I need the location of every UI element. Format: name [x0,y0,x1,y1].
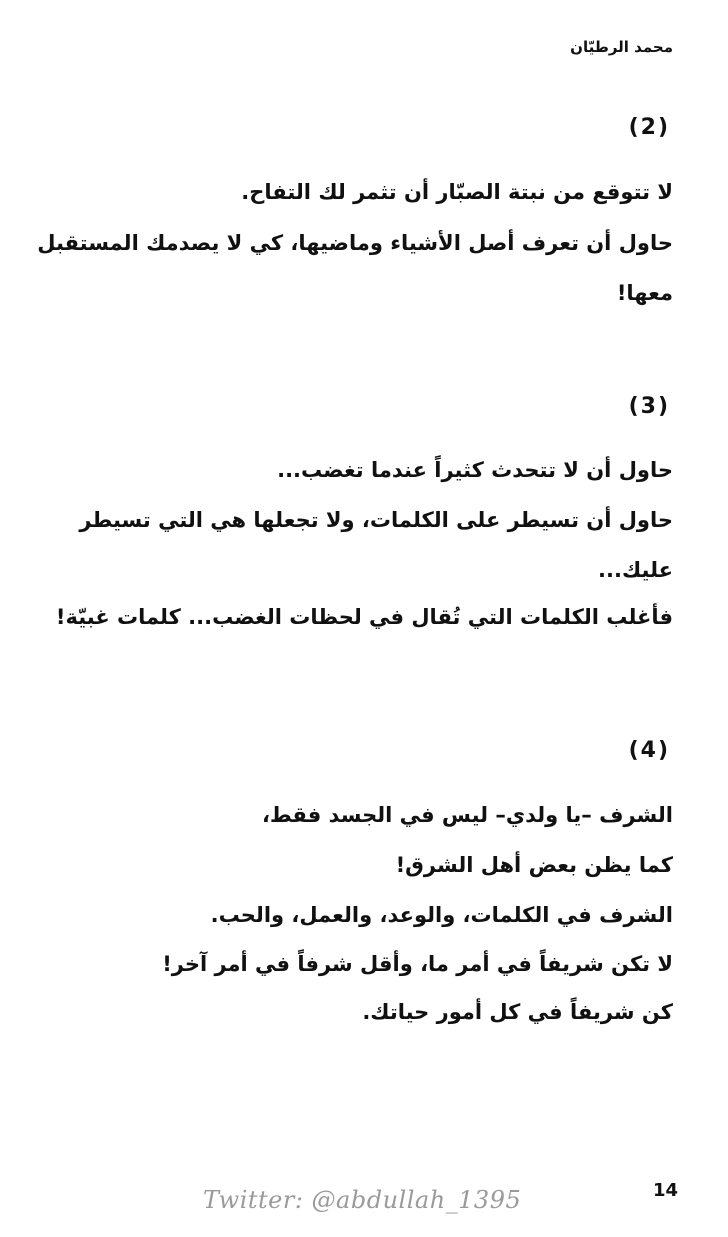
text-line: الشرف –يا ولدي– ليس في الجسد فقط، [261,803,673,827]
section-number: (3) [628,394,670,419]
text-line: معها! [616,281,673,305]
text-line: حاول أن لا تتحدث كثيراً عندما تغضب... [277,458,673,482]
text-line: لا تكن شريفاً في أمر ما، وأقل شرفاً في أمر آخر! [162,952,673,976]
author-header: محمد الرطيّان [570,38,673,56]
text-line: عليك... [598,558,673,582]
text-line: كما يظن بعض أهل الشرق! [395,853,673,877]
text-line: فأغلب الكلمات التي تُقال في لحظات الغضب... كلمات غبيّة! [55,605,673,629]
page-number: 14 [652,1180,678,1201]
section-number: (4) [628,738,670,763]
section-number: (2) [628,115,670,140]
text-line: كن شريفاً في كل أمور حياتك. [362,1000,673,1024]
text-line: الشرف في الكلمات، والوعد، والعمل، والحب. [210,903,673,927]
text-line: حاول أن تعرف أصل الأشياء وماضيها، كي لا يصدمك المستقبل [37,231,673,255]
twitter-watermark: Twitter: @abdullah_1395 [203,1186,522,1214]
text-line: حاول أن تسيطر على الكلمات، ولا تجعلها هي التي تسيطر [79,508,673,532]
text-line: لا تتوقع من نبتة الصبّار أن تثمر لك التفاح. [241,180,673,204]
